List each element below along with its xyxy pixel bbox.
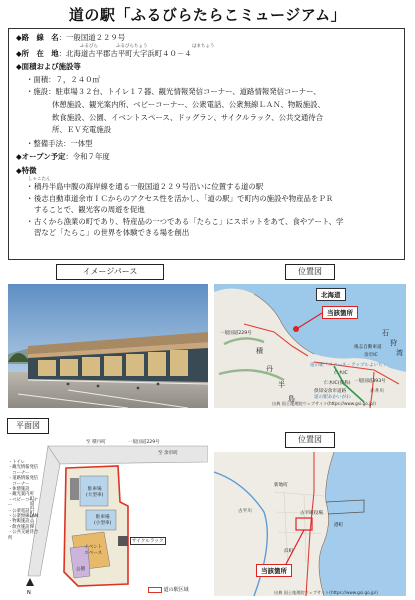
route-row: [16, 33, 397, 44]
plan-west-road: 町道浜町中央線: [29, 496, 34, 529]
opening-key: ◆オープン予定: [16, 152, 66, 162]
opening-row: [16, 152, 397, 163]
area-line: ・面積：７，２４０㎡: [26, 74, 100, 84]
features-ruby: [16, 177, 397, 182]
features-key: ◆特徴: [16, 165, 37, 175]
map1-label-7: 道の駅「スペース・アップルよいち」: [310, 363, 388, 368]
svg-text:N: N: [27, 590, 31, 596]
map1-hokkaido-label: 北海道: [316, 288, 346, 301]
map2-label-3: 港町: [334, 523, 344, 528]
route-key: ◆路 線 名: [16, 33, 59, 42]
map1-label-3: 島: [288, 395, 295, 403]
facilities-line-4: 所、ＥＶ充電施設: [52, 125, 112, 135]
map1-label-4: 後志自動車道: [354, 345, 382, 350]
perspective-image: [8, 284, 208, 408]
location-row: [16, 49, 397, 60]
map1-road-label: 一般国道229号: [220, 331, 252, 336]
facilities-line-1: ・施設：駐車場３２台、トイレ１７器、観光情報発信コーナー、道路情報発信コーナー、: [26, 87, 321, 97]
plan-top-label-2: 一般国道229号: [128, 440, 160, 445]
map1-label-1: 丹: [266, 365, 273, 373]
map1-label-0: 積: [256, 347, 263, 355]
location-ruby: [16, 44, 397, 49]
map2-label-0: 古平町役場: [300, 511, 323, 516]
plan-top-label-1: 至 余市町: [158, 451, 178, 456]
perspective-drawing: [8, 284, 208, 408]
plan-label: 平面図: [7, 418, 49, 434]
feature-item-3: ・古くから漁業の町であり、特産品の一つである「たらこ」にスポットをあて、食やアート、学 習など「たらこ」の世界を体験できる場を創出: [26, 217, 344, 237]
map1-label-9: 仁木IC(仮称): [324, 381, 351, 386]
route-value: ：一般国道２２９号: [58, 33, 126, 42]
facilities-line-2: 休憩施設、観光案内所、ベビーコーナー、公衆電話、公衆無線ＬＡＮ、物販施設、: [52, 99, 325, 109]
plan-facility-list: ・トイレ ・観光情報発信 コーナー ・道路情報発信 コーナー ・休憩施設 ・観光案内所 ・ベビーコーナー ・公衆電話 ・公衆無線LAN ・物販施設 ・飲食施設 ・公共交通待合所: [8, 460, 39, 541]
location-value: ：北海道古平郡古平町大字浜町４０－４: [58, 48, 192, 58]
map2-callout: 当該箇所: [256, 564, 292, 577]
ruby-furubira: ふるびら: [80, 43, 98, 49]
feature-item-1: ・積丹半島中腹の海岸線を通る一般国道２２９号沿いに位置する道の駅: [26, 181, 264, 191]
map1-label-12: 道の駅あかいがわ: [314, 395, 351, 400]
map1-label-14: 狩: [390, 339, 397, 347]
map1-label-15: 湾: [396, 349, 403, 357]
location-map-2-drawing: [214, 452, 406, 596]
plan-view: [8, 436, 208, 596]
map1-label-8: 一般国道393号: [354, 379, 386, 384]
opening-value: ：令和７年度: [65, 152, 110, 162]
location-key: ◆所 在 地: [16, 48, 59, 58]
ruby-shakotan: しゃこたん: [28, 176, 51, 182]
method-line: ・整備手法：一体型: [26, 138, 93, 148]
facilities-line-3: 飲食施設、公園、イベントスペース、ドッグラン、サイクルラック、公共交通待合: [52, 112, 324, 122]
facilities-key: ◆面積および施設等: [16, 62, 81, 72]
location-map-label: 位置図: [285, 264, 335, 280]
location-map-1: [214, 284, 406, 408]
plan-cycle-rack: サイクルラック: [132, 539, 164, 544]
plan-parking-small: 駐車場 (小型車): [94, 515, 112, 526]
map1-label-11: 倶知安余市道路: [314, 389, 347, 394]
map2-label-4: 新地町: [274, 483, 288, 488]
map1-credit: 出典 国土地理院ウェブサイト(https://www.gsi.go.jp/): [272, 401, 376, 406]
map2-label-2: 浜町: [284, 549, 294, 554]
map2-credit: 出典 国土地理院ウェブサイト(https://www.gsi.go.jp/): [274, 590, 378, 595]
map2-label-1: 古平川: [238, 509, 252, 514]
map1-callout-arrow: [296, 310, 324, 330]
plan-parking-large: 駐車場 (大型車): [86, 487, 104, 498]
map1-label-5: 余市IC: [364, 353, 378, 358]
ruby-hamacho: はまちょう: [192, 43, 215, 49]
map1-callout: 当該箇所: [322, 306, 358, 319]
plan-legend-swatch: [148, 587, 162, 593]
map1-label-13: 石: [382, 329, 389, 337]
plan-top-label-0: 至 積丹町: [86, 440, 106, 445]
map1-label-2: 半: [278, 381, 285, 389]
info-box: [8, 28, 405, 260]
image-label: イメージパース: [56, 264, 164, 280]
map2-callout-arrow: [284, 528, 308, 566]
plan-event-space: イベント スペース: [84, 545, 103, 556]
location-map-label-2: 位置図: [285, 432, 335, 448]
page-title: 道の駅「ふるびらたらこミュージアム」: [68, 6, 347, 24]
feature-item-2: ・後志自動車道余市ＩＣからのアクセス性を活かし、「道の駅」で町内の施設や物産品をＰＲ することで、観光客の周遊を促進: [26, 194, 334, 214]
ruby-furubiracho: ふるびらちょう: [116, 43, 148, 49]
plan-legend: [148, 586, 189, 593]
location-map-2: [214, 452, 406, 596]
plan-park: 公園: [76, 567, 86, 572]
map1-label-6: 仁木IC: [334, 371, 348, 376]
plan-legend-title: 道の駅区域: [163, 587, 189, 593]
map1-label-10: 赤井川: [370, 389, 384, 394]
